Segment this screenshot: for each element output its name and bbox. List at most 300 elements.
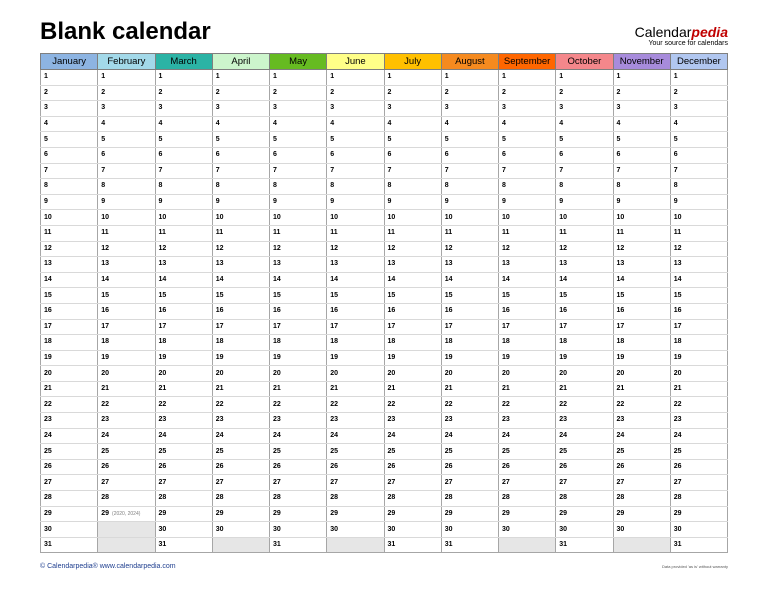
- day-cell[interactable]: 31: [556, 537, 613, 553]
- day-cell[interactable]: 31: [41, 537, 98, 553]
- day-cell[interactable]: 14: [212, 272, 269, 288]
- day-cell[interactable]: 11: [499, 225, 556, 241]
- day-cell[interactable]: 5: [270, 132, 327, 148]
- day-cell[interactable]: 5: [499, 132, 556, 148]
- day-cell[interactable]: 19: [499, 350, 556, 366]
- day-cell[interactable]: 20: [212, 366, 269, 382]
- day-cell[interactable]: 3: [670, 101, 727, 117]
- day-cell[interactable]: 2: [327, 85, 384, 101]
- day-cell[interactable]: 11: [155, 225, 212, 241]
- day-cell[interactable]: 8: [613, 179, 670, 195]
- day-cell[interactable]: 5: [41, 132, 98, 148]
- day-cell[interactable]: 21: [270, 381, 327, 397]
- day-cell[interactable]: 27: [155, 475, 212, 491]
- day-cell[interactable]: 11: [41, 225, 98, 241]
- day-cell[interactable]: 29: [670, 506, 727, 522]
- day-cell[interactable]: 11: [556, 225, 613, 241]
- day-cell[interactable]: 25: [270, 444, 327, 460]
- day-cell[interactable]: 2: [441, 85, 498, 101]
- day-cell[interactable]: 9: [155, 194, 212, 210]
- day-cell[interactable]: 29: [155, 506, 212, 522]
- day-cell[interactable]: 9: [327, 194, 384, 210]
- day-cell[interactable]: 18: [670, 335, 727, 351]
- day-cell[interactable]: 13: [441, 257, 498, 273]
- day-cell[interactable]: 15: [212, 288, 269, 304]
- day-cell[interactable]: 6: [212, 147, 269, 163]
- day-cell[interactable]: 12: [384, 241, 441, 257]
- day-cell[interactable]: 14: [384, 272, 441, 288]
- day-cell[interactable]: 4: [670, 116, 727, 132]
- day-cell[interactable]: 9: [556, 194, 613, 210]
- day-cell[interactable]: 25: [556, 444, 613, 460]
- day-cell[interactable]: 10: [98, 210, 155, 226]
- day-cell[interactable]: 29: [41, 506, 98, 522]
- day-cell[interactable]: 29: [384, 506, 441, 522]
- day-cell[interactable]: 13: [41, 257, 98, 273]
- day-cell[interactable]: 26: [441, 459, 498, 475]
- day-cell[interactable]: 8: [499, 179, 556, 195]
- day-cell[interactable]: 7: [613, 163, 670, 179]
- day-cell[interactable]: 26: [670, 459, 727, 475]
- day-cell[interactable]: 6: [670, 147, 727, 163]
- day-cell[interactable]: 12: [441, 241, 498, 257]
- day-cell[interactable]: 26: [155, 459, 212, 475]
- day-cell[interactable]: 7: [155, 163, 212, 179]
- day-cell[interactable]: 1: [270, 70, 327, 86]
- day-cell[interactable]: 4: [270, 116, 327, 132]
- day-cell[interactable]: 27: [670, 475, 727, 491]
- day-cell[interactable]: 18: [384, 335, 441, 351]
- day-cell[interactable]: 10: [270, 210, 327, 226]
- day-cell[interactable]: 31: [155, 537, 212, 553]
- day-cell[interactable]: 16: [155, 303, 212, 319]
- day-cell[interactable]: 7: [499, 163, 556, 179]
- day-cell[interactable]: 24: [499, 428, 556, 444]
- day-cell[interactable]: 5: [441, 132, 498, 148]
- day-cell[interactable]: 2: [613, 85, 670, 101]
- day-cell[interactable]: 9: [613, 194, 670, 210]
- day-cell[interactable]: 27: [212, 475, 269, 491]
- day-cell[interactable]: 15: [270, 288, 327, 304]
- day-cell[interactable]: 17: [212, 319, 269, 335]
- day-cell[interactable]: 31: [670, 537, 727, 553]
- day-cell[interactable]: 26: [384, 459, 441, 475]
- day-cell[interactable]: 1: [327, 70, 384, 86]
- day-cell[interactable]: 18: [155, 335, 212, 351]
- day-cell[interactable]: 28: [155, 491, 212, 507]
- day-cell[interactable]: 19: [613, 350, 670, 366]
- day-cell[interactable]: 8: [441, 179, 498, 195]
- day-cell[interactable]: 15: [556, 288, 613, 304]
- day-cell[interactable]: 12: [270, 241, 327, 257]
- day-cell[interactable]: 6: [384, 147, 441, 163]
- day-cell[interactable]: 21: [441, 381, 498, 397]
- footer-copyright[interactable]: © Calendarpedia® www.calendarpedia.com: [40, 563, 176, 570]
- day-cell[interactable]: 26: [270, 459, 327, 475]
- day-cell[interactable]: 6: [441, 147, 498, 163]
- day-cell[interactable]: 23: [41, 413, 98, 429]
- day-cell[interactable]: 21: [556, 381, 613, 397]
- day-cell[interactable]: 4: [212, 116, 269, 132]
- day-cell[interactable]: 31: [441, 537, 498, 553]
- day-cell[interactable]: 5: [556, 132, 613, 148]
- day-cell[interactable]: 16: [327, 303, 384, 319]
- day-cell[interactable]: 23: [270, 413, 327, 429]
- day-cell[interactable]: 17: [155, 319, 212, 335]
- day-cell[interactable]: 28: [384, 491, 441, 507]
- day-cell[interactable]: 6: [613, 147, 670, 163]
- day-cell[interactable]: 13: [212, 257, 269, 273]
- day-cell[interactable]: 3: [41, 101, 98, 117]
- day-cell[interactable]: 25: [384, 444, 441, 460]
- day-cell[interactable]: 18: [327, 335, 384, 351]
- day-cell[interactable]: 10: [441, 210, 498, 226]
- day-cell[interactable]: 3: [441, 101, 498, 117]
- day-cell[interactable]: 29 (2020, 2024): [98, 506, 155, 522]
- day-cell[interactable]: 24: [155, 428, 212, 444]
- day-cell[interactable]: 7: [384, 163, 441, 179]
- day-cell[interactable]: 3: [155, 101, 212, 117]
- day-cell[interactable]: 26: [499, 459, 556, 475]
- day-cell[interactable]: 30: [327, 522, 384, 538]
- day-cell[interactable]: 27: [613, 475, 670, 491]
- day-cell[interactable]: 26: [212, 459, 269, 475]
- day-cell[interactable]: 12: [98, 241, 155, 257]
- day-cell[interactable]: 19: [270, 350, 327, 366]
- day-cell[interactable]: 15: [670, 288, 727, 304]
- day-cell[interactable]: 18: [613, 335, 670, 351]
- day-cell[interactable]: 2: [270, 85, 327, 101]
- day-cell[interactable]: 13: [98, 257, 155, 273]
- day-cell[interactable]: 21: [499, 381, 556, 397]
- day-cell[interactable]: 11: [613, 225, 670, 241]
- day-cell[interactable]: 30: [41, 522, 98, 538]
- day-cell[interactable]: 8: [212, 179, 269, 195]
- day-cell[interactable]: 27: [327, 475, 384, 491]
- day-cell[interactable]: 4: [384, 116, 441, 132]
- day-cell[interactable]: 18: [270, 335, 327, 351]
- day-cell[interactable]: 20: [98, 366, 155, 382]
- day-cell[interactable]: 7: [556, 163, 613, 179]
- day-cell[interactable]: 30: [556, 522, 613, 538]
- day-cell[interactable]: 28: [327, 491, 384, 507]
- day-cell[interactable]: 9: [384, 194, 441, 210]
- day-cell[interactable]: 1: [441, 70, 498, 86]
- day-cell[interactable]: 26: [41, 459, 98, 475]
- day-cell[interactable]: 19: [98, 350, 155, 366]
- day-cell[interactable]: 6: [155, 147, 212, 163]
- day-cell[interactable]: 9: [441, 194, 498, 210]
- day-cell[interactable]: 1: [384, 70, 441, 86]
- day-cell[interactable]: 27: [98, 475, 155, 491]
- day-cell[interactable]: 21: [327, 381, 384, 397]
- day-cell[interactable]: 14: [98, 272, 155, 288]
- day-cell[interactable]: 1: [499, 70, 556, 86]
- day-cell[interactable]: 6: [270, 147, 327, 163]
- day-cell[interactable]: 1: [98, 70, 155, 86]
- day-cell[interactable]: 8: [327, 179, 384, 195]
- day-cell[interactable]: 21: [384, 381, 441, 397]
- day-cell[interactable]: 11: [212, 225, 269, 241]
- day-cell[interactable]: 22: [499, 397, 556, 413]
- day-cell[interactable]: 13: [327, 257, 384, 273]
- day-cell[interactable]: 16: [670, 303, 727, 319]
- day-cell[interactable]: 19: [670, 350, 727, 366]
- day-cell[interactable]: 10: [384, 210, 441, 226]
- day-cell[interactable]: 17: [613, 319, 670, 335]
- day-cell[interactable]: 11: [98, 225, 155, 241]
- day-cell[interactable]: 23: [670, 413, 727, 429]
- day-cell[interactable]: 10: [327, 210, 384, 226]
- day-cell[interactable]: 3: [556, 101, 613, 117]
- day-cell[interactable]: 29: [212, 506, 269, 522]
- day-cell[interactable]: 21: [212, 381, 269, 397]
- day-cell[interactable]: 9: [41, 194, 98, 210]
- day-cell[interactable]: 2: [499, 85, 556, 101]
- day-cell[interactable]: 10: [41, 210, 98, 226]
- day-cell[interactable]: 3: [270, 101, 327, 117]
- day-cell[interactable]: 23: [327, 413, 384, 429]
- day-cell[interactable]: 30: [613, 522, 670, 538]
- day-cell[interactable]: 16: [41, 303, 98, 319]
- day-cell[interactable]: 27: [41, 475, 98, 491]
- day-cell[interactable]: 3: [327, 101, 384, 117]
- day-cell[interactable]: 16: [384, 303, 441, 319]
- day-cell[interactable]: 17: [499, 319, 556, 335]
- day-cell[interactable]: 8: [98, 179, 155, 195]
- day-cell[interactable]: 18: [499, 335, 556, 351]
- day-cell[interactable]: 4: [556, 116, 613, 132]
- day-cell[interactable]: 13: [670, 257, 727, 273]
- day-cell[interactable]: 3: [384, 101, 441, 117]
- day-cell[interactable]: 1: [556, 70, 613, 86]
- day-cell[interactable]: 19: [384, 350, 441, 366]
- day-cell[interactable]: 14: [556, 272, 613, 288]
- day-cell[interactable]: 20: [384, 366, 441, 382]
- day-cell[interactable]: 29: [270, 506, 327, 522]
- day-cell[interactable]: 27: [384, 475, 441, 491]
- day-cell[interactable]: 21: [155, 381, 212, 397]
- day-cell[interactable]: 10: [613, 210, 670, 226]
- day-cell[interactable]: 25: [155, 444, 212, 460]
- day-cell[interactable]: 25: [327, 444, 384, 460]
- day-cell[interactable]: 1: [41, 70, 98, 86]
- day-cell[interactable]: 23: [155, 413, 212, 429]
- day-cell[interactable]: 25: [613, 444, 670, 460]
- day-cell[interactable]: 19: [41, 350, 98, 366]
- day-cell[interactable]: 29: [499, 506, 556, 522]
- day-cell[interactable]: 16: [212, 303, 269, 319]
- day-cell[interactable]: 24: [212, 428, 269, 444]
- day-cell[interactable]: 20: [270, 366, 327, 382]
- day-cell[interactable]: 7: [212, 163, 269, 179]
- day-cell[interactable]: 17: [327, 319, 384, 335]
- day-cell[interactable]: 11: [384, 225, 441, 241]
- day-cell[interactable]: 4: [327, 116, 384, 132]
- day-cell[interactable]: 2: [155, 85, 212, 101]
- day-cell[interactable]: 17: [41, 319, 98, 335]
- day-cell[interactable]: 22: [41, 397, 98, 413]
- day-cell[interactable]: 13: [499, 257, 556, 273]
- day-cell[interactable]: 1: [155, 70, 212, 86]
- day-cell[interactable]: 28: [670, 491, 727, 507]
- day-cell[interactable]: 19: [556, 350, 613, 366]
- day-cell[interactable]: 25: [670, 444, 727, 460]
- day-cell[interactable]: 12: [670, 241, 727, 257]
- day-cell[interactable]: 18: [212, 335, 269, 351]
- day-cell[interactable]: 17: [670, 319, 727, 335]
- day-cell[interactable]: 28: [212, 491, 269, 507]
- day-cell[interactable]: 21: [670, 381, 727, 397]
- day-cell[interactable]: 14: [41, 272, 98, 288]
- day-cell[interactable]: 30: [499, 522, 556, 538]
- day-cell[interactable]: 20: [441, 366, 498, 382]
- day-cell[interactable]: 13: [613, 257, 670, 273]
- day-cell[interactable]: 24: [556, 428, 613, 444]
- day-cell[interactable]: 28: [98, 491, 155, 507]
- day-cell[interactable]: 24: [670, 428, 727, 444]
- day-cell[interactable]: 28: [441, 491, 498, 507]
- day-cell[interactable]: 8: [270, 179, 327, 195]
- day-cell[interactable]: 8: [556, 179, 613, 195]
- day-cell[interactable]: 24: [270, 428, 327, 444]
- day-cell[interactable]: 16: [613, 303, 670, 319]
- day-cell[interactable]: 14: [270, 272, 327, 288]
- day-cell[interactable]: 17: [384, 319, 441, 335]
- day-cell[interactable]: 22: [212, 397, 269, 413]
- day-cell[interactable]: 2: [670, 85, 727, 101]
- day-cell[interactable]: 30: [670, 522, 727, 538]
- day-cell[interactable]: 22: [441, 397, 498, 413]
- day-cell[interactable]: 16: [499, 303, 556, 319]
- day-cell[interactable]: 7: [670, 163, 727, 179]
- day-cell[interactable]: 22: [270, 397, 327, 413]
- day-cell[interactable]: 23: [212, 413, 269, 429]
- day-cell[interactable]: 16: [441, 303, 498, 319]
- day-cell[interactable]: 14: [327, 272, 384, 288]
- day-cell[interactable]: 23: [499, 413, 556, 429]
- day-cell[interactable]: 24: [384, 428, 441, 444]
- day-cell[interactable]: 15: [441, 288, 498, 304]
- day-cell[interactable]: 15: [613, 288, 670, 304]
- day-cell[interactable]: 17: [556, 319, 613, 335]
- day-cell[interactable]: 26: [327, 459, 384, 475]
- day-cell[interactable]: 30: [270, 522, 327, 538]
- day-cell[interactable]: 19: [212, 350, 269, 366]
- day-cell[interactable]: 25: [441, 444, 498, 460]
- day-cell[interactable]: 5: [155, 132, 212, 148]
- day-cell[interactable]: 25: [41, 444, 98, 460]
- day-cell[interactable]: 28: [41, 491, 98, 507]
- day-cell[interactable]: 11: [270, 225, 327, 241]
- day-cell[interactable]: 9: [670, 194, 727, 210]
- day-cell[interactable]: 4: [41, 116, 98, 132]
- day-cell[interactable]: 6: [327, 147, 384, 163]
- day-cell[interactable]: 20: [613, 366, 670, 382]
- day-cell[interactable]: 24: [327, 428, 384, 444]
- day-cell[interactable]: 3: [613, 101, 670, 117]
- day-cell[interactable]: 18: [556, 335, 613, 351]
- day-cell[interactable]: 22: [327, 397, 384, 413]
- day-cell[interactable]: 30: [441, 522, 498, 538]
- brand-logo[interactable]: [635, 25, 728, 47]
- day-cell[interactable]: 21: [41, 381, 98, 397]
- day-cell[interactable]: 13: [155, 257, 212, 273]
- day-cell[interactable]: 15: [98, 288, 155, 304]
- day-cell[interactable]: 3: [98, 101, 155, 117]
- day-cell[interactable]: 14: [155, 272, 212, 288]
- day-cell[interactable]: 4: [98, 116, 155, 132]
- day-cell[interactable]: 6: [41, 147, 98, 163]
- day-cell[interactable]: 22: [155, 397, 212, 413]
- day-cell[interactable]: 14: [613, 272, 670, 288]
- day-cell[interactable]: 23: [613, 413, 670, 429]
- day-cell[interactable]: 29: [613, 506, 670, 522]
- day-cell[interactable]: 4: [441, 116, 498, 132]
- day-cell[interactable]: 15: [155, 288, 212, 304]
- day-cell[interactable]: 31: [384, 537, 441, 553]
- day-cell[interactable]: 12: [327, 241, 384, 257]
- day-cell[interactable]: 18: [441, 335, 498, 351]
- day-cell[interactable]: 15: [41, 288, 98, 304]
- day-cell[interactable]: 20: [41, 366, 98, 382]
- day-cell[interactable]: 27: [270, 475, 327, 491]
- day-cell[interactable]: 10: [670, 210, 727, 226]
- day-cell[interactable]: 3: [212, 101, 269, 117]
- day-cell[interactable]: 8: [155, 179, 212, 195]
- day-cell[interactable]: 1: [613, 70, 670, 86]
- day-cell[interactable]: 20: [499, 366, 556, 382]
- day-cell[interactable]: 10: [499, 210, 556, 226]
- day-cell[interactable]: 28: [556, 491, 613, 507]
- day-cell[interactable]: 28: [613, 491, 670, 507]
- day-cell[interactable]: 10: [212, 210, 269, 226]
- day-cell[interactable]: 29: [556, 506, 613, 522]
- day-cell[interactable]: 25: [98, 444, 155, 460]
- day-cell[interactable]: 17: [98, 319, 155, 335]
- day-cell[interactable]: 23: [98, 413, 155, 429]
- day-cell[interactable]: 31: [270, 537, 327, 553]
- day-cell[interactable]: 26: [98, 459, 155, 475]
- day-cell[interactable]: 25: [499, 444, 556, 460]
- day-cell[interactable]: 26: [613, 459, 670, 475]
- day-cell[interactable]: 29: [441, 506, 498, 522]
- day-cell[interactable]: 5: [670, 132, 727, 148]
- day-cell[interactable]: 28: [270, 491, 327, 507]
- day-cell[interactable]: 26: [556, 459, 613, 475]
- day-cell[interactable]: 3: [499, 101, 556, 117]
- day-cell[interactable]: 20: [155, 366, 212, 382]
- day-cell[interactable]: 18: [41, 335, 98, 351]
- day-cell[interactable]: 24: [41, 428, 98, 444]
- day-cell[interactable]: 12: [499, 241, 556, 257]
- day-cell[interactable]: 19: [155, 350, 212, 366]
- day-cell[interactable]: 7: [441, 163, 498, 179]
- day-cell[interactable]: 7: [270, 163, 327, 179]
- day-cell[interactable]: 9: [270, 194, 327, 210]
- day-cell[interactable]: 20: [327, 366, 384, 382]
- day-cell[interactable]: 18: [98, 335, 155, 351]
- day-cell[interactable]: 1: [212, 70, 269, 86]
- day-cell[interactable]: 7: [327, 163, 384, 179]
- day-cell[interactable]: 4: [155, 116, 212, 132]
- day-cell[interactable]: 22: [98, 397, 155, 413]
- day-cell[interactable]: 23: [556, 413, 613, 429]
- day-cell[interactable]: 14: [441, 272, 498, 288]
- day-cell[interactable]: 24: [98, 428, 155, 444]
- day-cell[interactable]: 30: [212, 522, 269, 538]
- day-cell[interactable]: 15: [499, 288, 556, 304]
